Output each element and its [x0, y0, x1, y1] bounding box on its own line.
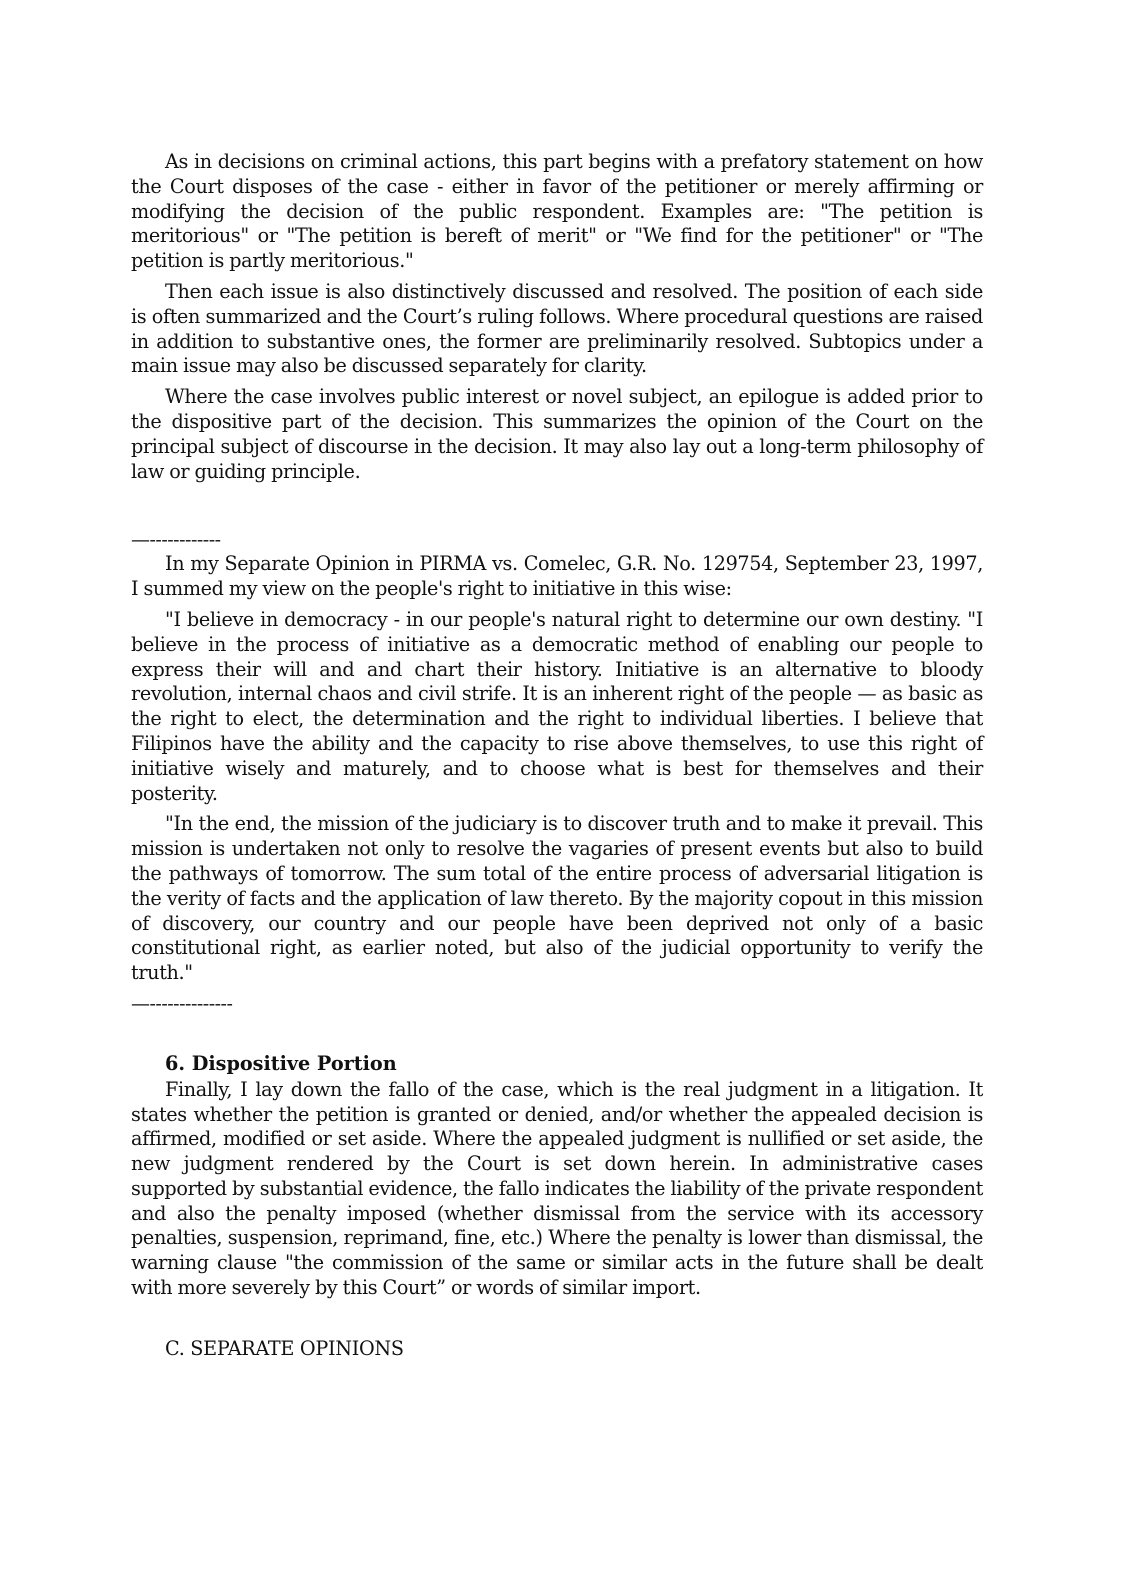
spacer	[131, 1016, 983, 1052]
paragraph-prefatory-statement: As in decisions on criminal actions, this part begins with a prefatory statement on how the Court disposes of the case - either in favor of the petitioner or merely affirming or modifying the decision of the public respondent. Examples are: "The petition is meritorious" or "The petition is bereft of merit" or "We find for the petitioner" or "The petition is partly meritorious."	[131, 150, 983, 273]
spacer	[131, 490, 983, 528]
paragraph-dispositive-portion: Finally, I lay down the fallo of the case, which is the real judgment in a litigation. It states whether the petition is granted or denied, and/or whether the appealed decision is affirmed, modified or set aside. Where the appealed judgment is nullified or set aside, the new judgment rendered by the Court is set down herein. In administrative cases supported by substantial evidence, the fallo indicates the liability of the private respondent and also the penalty imposed (whether dismissal from the service with its accessory penalties, suspension, reprimand, fine, etc.) Where the penalty is lower than dismissal, the warning clause "the commission of the same or similar acts in the future shall be dealt with more severely by this Court” or words of similar import.	[131, 1077, 983, 1300]
paragraph-epilogue: Where the case involves public interest or novel subject, an epilogue is added prior to the dispositive part of the decision. This summarizes the opinion of the Court on the principal subject of discourse in the decision. It may also lay out a long-term philosophy of law or guiding principle.	[131, 385, 983, 483]
divider-line: —--------------	[131, 992, 233, 1015]
spacer	[131, 1307, 983, 1337]
document-page	[131, 150, 983, 1362]
paragraph-separate-opinion-intro: In my Separate Opinion in PIRMA vs. Comelec, G.R. No. 129754, September 23, 1997, I summed my view on the people's right to initiative in this wise:	[131, 552, 983, 601]
paragraph-quote-democracy: "I believe in democracy - in our people's natural right to determine our own destiny. "I believe in the process of initiative as a democratic method of enabling our people to express their will and and chart their history. Initiative is an alternative to bloody revolution, internal chaos and civil strife. It is an inherent right of the people — as basic as the right to elect, the determination and the right to individual liberties. I believe that Filipinos have the ability and the capacity to rise above themselves, to use this right of initiative wisely and maturely, and to choose what is best for themselves and their posterity.	[131, 607, 983, 805]
divider-line: —------------	[131, 529, 221, 552]
section-heading-dispositive-portion: 6. Dispositive Portion	[165, 1051, 397, 1075]
section-heading-separate-opinions: C. SEPARATE OPINIONS	[165, 1336, 404, 1360]
paragraph-issues-discussion: Then each issue is also distinctively discussed and resolved. The position of each side is often summarized and the Court’s ruling follows. Where procedural questions are raised in addition to substantive ones, the former are preliminarily resolved. Subtopics under a main issue may also be discussed separately for clarity.	[131, 279, 983, 378]
paragraph-quote-judiciary-mission: "In the end, the mission of the judiciary is to discover truth and to make it prevail. This mission is undertaken not only to resolve the vagaries of present events but also to build the pathways of tomorrow. The sum total of the entire process of adversarial litigation is the verity of facts and the application of law thereto. By the majority copout in this mission of discovery, our country and our people have been deprived not only of a basic constitutional right, as earlier noted, but also of the judicial opportunity to verify the truth."	[131, 812, 983, 985]
